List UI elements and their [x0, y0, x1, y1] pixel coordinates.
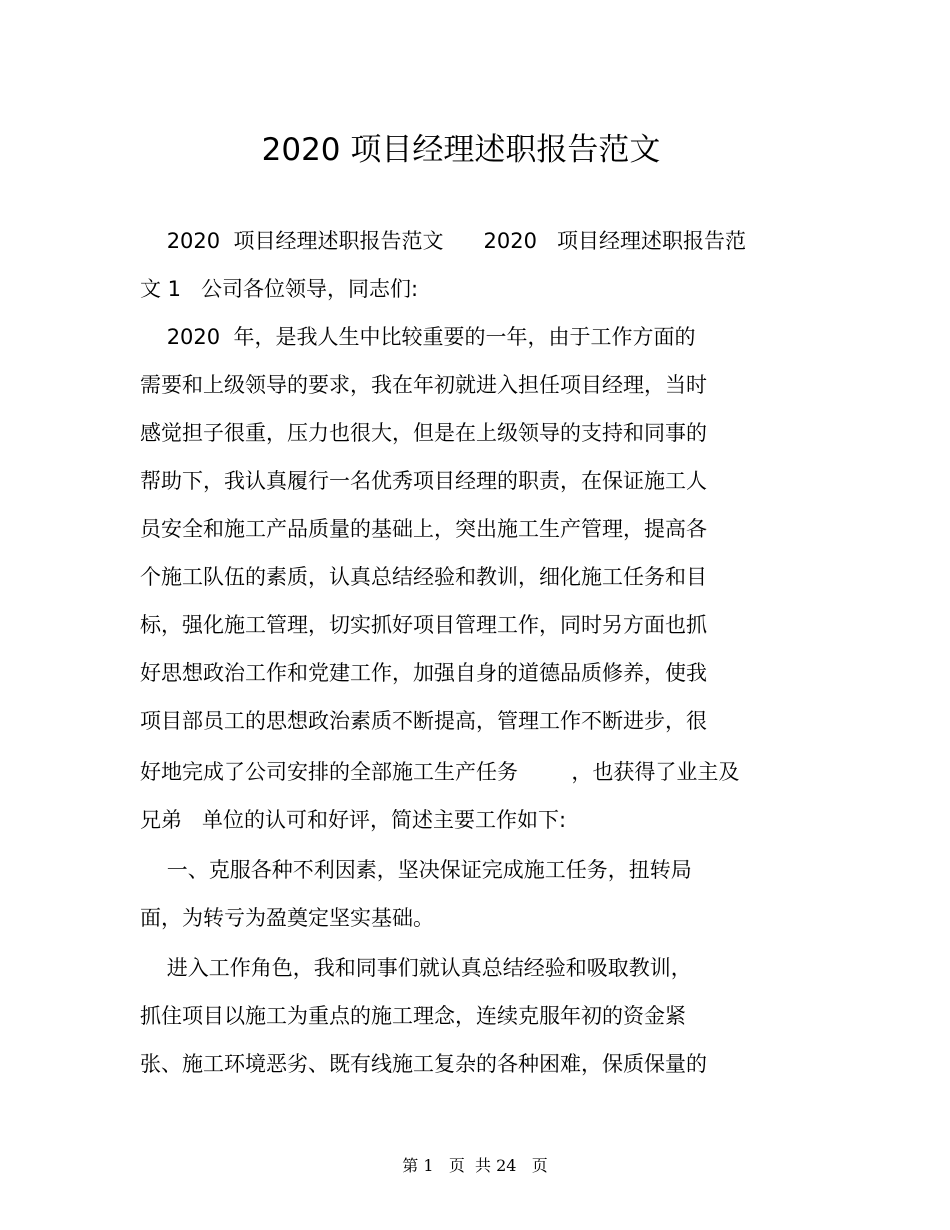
body-line: 员安全和施工产品质量的基础上，突出施工生产管理，提高各	[140, 517, 707, 541]
body-line: 抓住项目以施工为重点的施工理念，连续克服年初的资金紧	[140, 1004, 686, 1028]
body-line: 好思想政治工作和党建工作，加强自身的道德品质修养，使我	[140, 661, 707, 685]
body-line: 面，为转亏为盈奠定坚实基础。	[140, 906, 434, 930]
document-title: 2020 项目经理述职报告范文	[261, 132, 661, 168]
body-line: 兄弟 单位的认可和好评，简述主要工作如下:	[140, 808, 567, 832]
body-line: 标，强化施工管理，切实抓好项目管理工作，同时另方面也抓	[140, 613, 707, 637]
body-line: 个施工队伍的素质，认真总结经验和教训，细化施工任务和目	[140, 565, 707, 589]
body-line: 好地完成了公司安排的全部施工生产任务 ，也获得了业主及	[140, 760, 740, 784]
body-line: 需要和上级领导的要求，我在年初就进入担任项目经理，当时	[140, 373, 707, 397]
body-line: 项目部员工的思想政治素质不断提高，管理工作不断进步，很	[140, 709, 707, 733]
body-line: 文 1 公司各位领导，同志们:	[140, 277, 419, 301]
body-line: 感觉担子很重，压力也很大，但是在上级领导的支持和同事的	[140, 421, 707, 445]
body-line: 进入工作角色，我和同事们就认真总结经验和吸取教训，	[140, 956, 692, 980]
body-line: 2020 项目经理述职报告范文 2020 项目经理述职报告范	[140, 229, 747, 253]
body-line: 帮助下，我认真履行一名优秀项目经理的职责，在保证施工人	[140, 469, 707, 493]
body-line: 一、克服各种不利因素，坚决保证完成施工任务，扭转局	[140, 858, 692, 882]
page-number: 第 1 页 共 24 页	[402, 1156, 548, 1175]
body-line: 2020 年，是我人生中比较重要的一年，由于工作方面的	[140, 325, 696, 349]
body-line: 张、施工环境恶劣、既有线施工复杂的各种困难，保质保量的	[140, 1052, 707, 1076]
